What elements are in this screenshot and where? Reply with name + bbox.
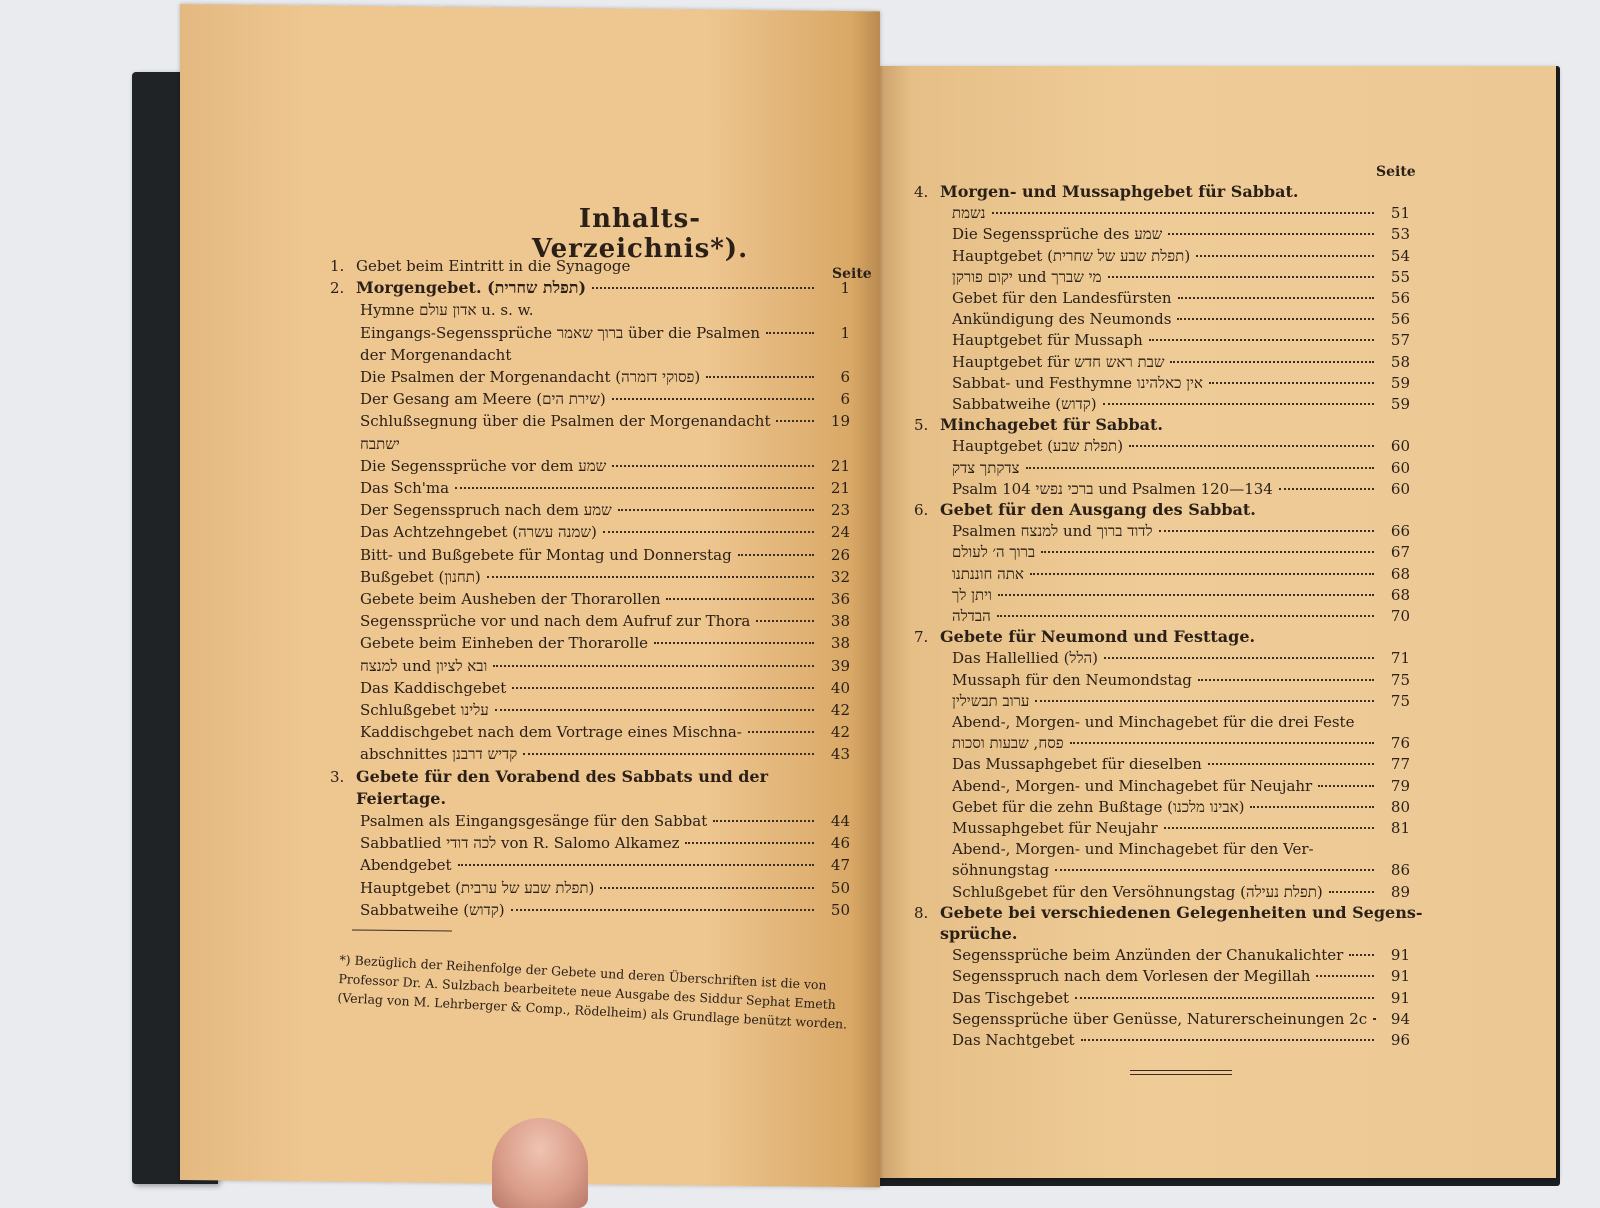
toc-entry-title: Kaddischgebet nach dem Vortrage eines Mischna- (360, 723, 742, 742)
toc-entry-title: Gebete für Neumond und Festtage. (940, 627, 1256, 647)
toc-entry-title: Segenssprüche über Genüsse, Naturerscheinungen 2c (952, 1009, 1368, 1028)
toc-entry-title: Segenssprüche beim Anzünden der Chanukalichter (952, 946, 1344, 965)
toc-entry-title: Gebete beim Einheben der Thorarolle (360, 634, 649, 653)
toc-entry-page: 96 (1390, 1031, 1410, 1049)
toc-entry-title: Eingangs-Segenssprüche ברוך שאמר über die Psalmen (360, 323, 761, 342)
toc-entry-page: 51 (1390, 204, 1410, 223)
dot-leader (600, 886, 814, 889)
toc-entry-title: Ankündigung des Neumonds (952, 310, 1172, 329)
toc-entry-title: Die Segenssprüche vor dem שמע (360, 456, 607, 475)
toc-entry-title: der Morgenandacht (360, 345, 512, 364)
toc-entry-title: Der Segensspruch nach dem שמע (360, 501, 612, 520)
toc-entry (914, 203, 1410, 223)
dot-leader (455, 486, 814, 489)
dot-leader (1164, 826, 1374, 829)
dot-leader (1279, 487, 1374, 490)
toc-entry (914, 754, 1410, 774)
toc-entry (914, 458, 1410, 478)
toc-entry (914, 182, 1410, 202)
toc-entry-title: söhnungstag (952, 861, 1050, 880)
dot-leader (612, 397, 814, 400)
end-rule (1130, 1070, 1232, 1075)
toc-entry-page: 26 (830, 545, 850, 564)
thumb (492, 1118, 588, 1208)
dot-leader (1168, 232, 1374, 235)
toc-entry-title: Morgen- und Mussaphgebet für Sabbat. (940, 182, 1299, 201)
toc-entry-title: Hauptgebet für Mussaph (952, 331, 1143, 350)
toc-entry-title: sprüche. (940, 924, 1018, 943)
dot-leader (1170, 360, 1374, 363)
toc-entry-page: 68 (1390, 564, 1410, 583)
toc-entry-title: Das Mussaphgebet für dieselben (952, 755, 1202, 774)
toc-entry (330, 900, 850, 920)
toc-entry (914, 1030, 1410, 1050)
toc-entry-title: יקום פורקן und מי שברך (952, 267, 1102, 286)
dot-leader (1177, 317, 1374, 320)
dot-leader (1108, 275, 1375, 278)
toc-entry-title: ויתן לך (952, 585, 992, 604)
dot-leader (1030, 572, 1374, 575)
toc-entry-page: 1 (840, 279, 850, 298)
toc-entry-title: Gebet für den Landesfürsten (952, 289, 1172, 307)
toc-entry-title: Mussaph für den Neumondstag (952, 670, 1192, 689)
toc-entry-title: Minchagebet für Sabbat. (940, 415, 1163, 435)
dot-leader (1026, 466, 1375, 469)
dot-leader (618, 508, 814, 511)
toc-entry-page: 42 (830, 723, 850, 742)
dot-leader (511, 908, 814, 911)
toc-entry (330, 300, 850, 320)
toc-entry-title: למנצח und ובא לציון (360, 656, 488, 675)
toc-entry-page: 70 (1390, 607, 1410, 625)
toc-entry-page: 53 (1390, 225, 1410, 244)
toc-entry-page: 75 (1390, 670, 1410, 689)
toc-entry (330, 411, 850, 431)
toc-entry-title: אתה חוננתנו (952, 564, 1024, 583)
toc-entry (330, 878, 850, 898)
toc-entry-title: Das Hallellied (הלל) (952, 649, 1098, 668)
toc-entry (914, 479, 1410, 499)
toc-entry (330, 278, 850, 298)
toc-entry-title: Das Tischgebet (952, 988, 1069, 1007)
toc-entry-title: Psalmen als Eingangsgesänge für den Sabbat (360, 812, 708, 830)
toc-entry (914, 712, 1410, 732)
toc-entry-title: Sabbatweihe (קדוש) (952, 395, 1097, 413)
toc-entry-page: 68 (1390, 585, 1410, 604)
toc-entry (914, 330, 1410, 350)
toc-entry (914, 521, 1410, 541)
toc-entry-number: 4. (914, 183, 929, 201)
toc-entry-page: 91 (1390, 946, 1410, 965)
toc-entry-page: 50 (830, 900, 850, 919)
dot-leader (592, 286, 814, 289)
toc-entry (914, 606, 1410, 626)
toc-entry (914, 309, 1410, 329)
dot-leader (1070, 741, 1374, 744)
toc-entry (914, 945, 1410, 965)
toc-entry (914, 797, 1410, 817)
toc-entry-number: 5. (914, 416, 929, 435)
toc-entry-page: 46 (830, 834, 850, 853)
toc-entry (914, 776, 1410, 796)
toc-entry-title: Schlußgebet für den Versöhnungstag (תפלת נעילה) (952, 882, 1323, 901)
dot-leader (612, 464, 814, 467)
toc-entry-page: 86 (1390, 861, 1410, 880)
toc-entry (914, 373, 1410, 393)
toc-entry (330, 611, 850, 631)
dot-leader (998, 593, 1374, 596)
toc-entry (914, 564, 1410, 584)
toc-entry (914, 902, 1423, 923)
toc-entry (914, 882, 1410, 902)
toc-entry (330, 456, 850, 476)
toc-entry-number: 3. (330, 767, 345, 786)
toc-entry-page: 71 (1390, 649, 1410, 668)
toc-entry-page: 80 (1390, 797, 1410, 816)
toc-entry-title: הבדלה (952, 607, 991, 625)
toc-entry-title: Abend-, Morgen- und Minchagebet für die drei Feste (952, 713, 1355, 731)
toc-entry-number: 7. (914, 628, 929, 647)
toc-entry (330, 256, 850, 276)
toc-entry (914, 839, 1410, 859)
toc-entry-title: Morgengebet. (תפלת שחרית) (356, 278, 587, 298)
dot-leader (1104, 656, 1374, 659)
toc-entry-title: Hauptgebet (תפלת שבע של ערבית) (360, 878, 595, 897)
toc-entry-page: 56 (1390, 310, 1410, 329)
toc-entry (330, 656, 850, 676)
dot-leader (1149, 338, 1374, 341)
toc-entry (330, 434, 850, 454)
dot-leader (603, 530, 814, 533)
dot-leader (1075, 996, 1374, 999)
toc-entry-page: 1 (840, 323, 850, 342)
toc-entry-title: Bitt- und Bußgebete für Montag und Donnerstag (360, 545, 732, 564)
toc-entry-title: abschnittes קדיש דרבנן (360, 745, 518, 764)
toc-entry (330, 389, 850, 409)
toc-entry (914, 733, 1410, 753)
toc-entry-number: 6. (914, 501, 929, 519)
toc-entry (330, 789, 850, 809)
toc-entry-page: 81 (1390, 819, 1410, 837)
toc-entry (330, 545, 850, 565)
toc-entry (914, 415, 1410, 435)
toc-entry-page: 67 (1390, 543, 1410, 562)
toc-entry-page: 89 (1390, 882, 1410, 901)
dot-leader (997, 614, 1374, 617)
dot-leader (458, 863, 814, 866)
toc-entry-title: פסח, שבעות וסכות (952, 734, 1064, 753)
dot-leader (1035, 699, 1374, 702)
toc-entry (330, 522, 850, 542)
toc-entry-page: 19 (830, 412, 850, 431)
dot-leader (666, 597, 814, 600)
dot-leader (756, 619, 814, 622)
toc-entry-title: Gebet für den Ausgang des Sabbat. (940, 500, 1256, 519)
toc-entry-title: Der Gesang am Meere (שירת הים) (360, 390, 606, 409)
toc-entry-title: Schlußsegnung über die Psalmen der Morgenandacht (360, 412, 771, 431)
right-page-seite-label: Seite (1376, 164, 1416, 180)
toc-entry-title: Psalmen למנצח und לדוד ברוך (952, 522, 1153, 541)
toc-entry (330, 678, 850, 698)
toc-entry-title: Feiertage. (356, 788, 447, 808)
dot-leader (748, 730, 814, 733)
toc-entry-page: 75 (1390, 691, 1410, 710)
toc-entry (330, 811, 850, 831)
toc-entry-title: Hauptgebet für שבת ראש חדש (952, 352, 1165, 371)
toc-entry-title: Hauptgebet (תפלת שבע) (952, 437, 1124, 456)
toc-entry-title: Sabbat- und Festhymne אין כאלהינו (952, 373, 1203, 392)
toc-entry (330, 367, 850, 387)
dot-leader (992, 211, 1374, 214)
toc-entry-title: Die Segenssprüche des שמע (952, 225, 1163, 244)
toc-entry-title: Schlußgebet עלינו (360, 701, 489, 719)
dot-leader (738, 553, 814, 556)
toc-entry-title: Sabbatweihe (קדוש) (360, 900, 505, 919)
toc-entry-page: 44 (830, 812, 850, 830)
toc-entry (914, 670, 1410, 690)
toc-entry-title: Die Psalmen der Morgenandacht (פסוקי דזמרה) (360, 368, 701, 386)
toc-entry-title: ישתבח (360, 434, 400, 453)
dot-leader (1208, 762, 1374, 765)
toc-entry-title: Bußgebet (תחנון) (360, 567, 481, 586)
toc-entry (914, 648, 1410, 668)
toc-entry-title: Abend-, Morgen- und Minchagebet für den Ver- (952, 840, 1314, 859)
toc-entry-page: 60 (1390, 437, 1410, 456)
toc-entry (330, 700, 850, 720)
toc-entry (914, 436, 1410, 456)
toc-entry (914, 394, 1410, 414)
dot-leader (1196, 254, 1374, 257)
toc-entry-title: Das Kaddischgebet (360, 678, 507, 697)
toc-entry-title: Gebet für die zehn Bußtage (אבינו מלכנו) (952, 797, 1245, 816)
toc-entry-page: 38 (830, 612, 850, 631)
toc-entry-title: Gebet beim Eintritt in die Synagoge (356, 257, 631, 275)
toc-entry-title: ערוב תבשילין (952, 691, 1030, 710)
dot-leader (1041, 550, 1374, 553)
dot-leader (1178, 296, 1374, 299)
toc-entry-page: 56 (1390, 289, 1410, 307)
left-page-seite-label: Seite (832, 266, 872, 282)
toc-entry-page: 79 (1390, 776, 1410, 795)
page-title: Inhalts-Verzeichnis*). (531, 204, 749, 264)
dot-leader (493, 664, 814, 667)
toc-entry-title: Hymne אדון עולם u. s. w. (360, 301, 534, 320)
toc-entry (330, 478, 850, 498)
toc-entry (914, 988, 1410, 1008)
toc-entry (914, 924, 1410, 944)
toc-entry (330, 633, 850, 653)
dot-leader (1198, 678, 1374, 681)
toc-entry-page: 40 (830, 678, 850, 697)
toc-entry-page: 47 (830, 856, 850, 875)
toc-entry (914, 224, 1410, 244)
toc-entry (914, 691, 1410, 711)
dot-leader (1349, 953, 1374, 956)
toc-entry-page: 43 (830, 745, 850, 764)
toc-entry-title: Abend-, Morgen- und Minchagebet für Neujahr (952, 776, 1313, 795)
toc-entry (330, 500, 850, 520)
dot-leader (1318, 784, 1374, 787)
toc-entry-page: 21 (830, 456, 850, 475)
toc-entry-page: 50 (830, 878, 850, 897)
toc-entry (914, 585, 1410, 605)
toc-entry (330, 567, 850, 587)
toc-entry-title: Gebete für den Vorabend des Sabbats und der (356, 766, 769, 786)
toc-entry-page: 32 (830, 567, 850, 586)
toc-entry (330, 744, 850, 764)
toc-entry (914, 288, 1410, 308)
toc-entry-title: Das Achtzehngebet (שמנה עשרה) (360, 523, 597, 542)
toc-entry-page: 66 (1390, 522, 1410, 541)
toc-entry-title: Hauptgebet (תפלת שבע של שחרית) (952, 246, 1191, 265)
dot-leader (654, 641, 814, 644)
toc-entry-page: 55 (1390, 267, 1410, 286)
toc-entry (330, 722, 850, 742)
toc-entry (914, 627, 1410, 647)
toc-entry-title: Das Nachtgebet (952, 1031, 1075, 1049)
toc-entry-page: 38 (830, 634, 850, 653)
dot-leader (1209, 381, 1374, 384)
toc-entry-page: 59 (1390, 373, 1410, 392)
toc-entry-page: 6 (840, 368, 850, 386)
toc-entry-page: 60 (1390, 458, 1410, 477)
dot-leader (1103, 402, 1374, 405)
toc-entry-page: 24 (830, 523, 850, 542)
toc-entry-page: 21 (830, 479, 850, 497)
dot-leader (685, 841, 814, 844)
toc-entry-title: Segensspruch nach dem Vorlesen der Megillah (952, 967, 1311, 986)
toc-entry-page: 76 (1390, 734, 1410, 753)
toc-entry-page: 77 (1390, 755, 1410, 774)
toc-entry-page: 91 (1390, 988, 1410, 1007)
dot-leader (1373, 1017, 1374, 1020)
toc-entry-title: ברוך ה׳ לעולם (952, 543, 1036, 562)
toc-entry-title: Mussaphgebet für Neujahr (952, 819, 1158, 837)
dot-leader (487, 575, 814, 578)
dot-leader (1055, 868, 1374, 871)
toc-entry (330, 767, 850, 787)
toc-entry-title: צדקתך צדק (952, 458, 1020, 477)
dot-leader (523, 752, 814, 755)
toc-entry-number: 1. (330, 257, 345, 275)
dot-leader (1159, 529, 1374, 532)
toc-entry (330, 345, 850, 365)
toc-entry (914, 500, 1410, 520)
toc-entry (914, 966, 1410, 986)
toc-entry-page: 91 (1390, 967, 1410, 986)
toc-entry-title: Gebete beim Ausheben der Thorarollen (360, 590, 661, 608)
toc-entry-page: 54 (1390, 246, 1410, 265)
toc-entry (914, 818, 1410, 838)
toc-entry-page: 60 (1390, 479, 1410, 498)
toc-entry-page: 36 (830, 590, 850, 608)
toc-entry (330, 323, 850, 343)
dot-leader (495, 708, 814, 711)
toc-entry-title: Segenssprüche vor und nach dem Aufruf zur Thora (360, 612, 751, 631)
toc-entry-title: Das Sch'ma (360, 479, 450, 497)
toc-entry (914, 860, 1410, 880)
toc-entry (330, 855, 850, 875)
dot-leader (713, 819, 814, 822)
dot-leader (1129, 444, 1374, 447)
toc-entry-page: 59 (1390, 395, 1410, 413)
toc-entry-page: 57 (1390, 331, 1410, 350)
toc-entry-number: 2. (330, 279, 345, 298)
toc-entry-title: Abendgebet (360, 856, 452, 875)
toc-entry (914, 542, 1410, 562)
dot-leader (776, 419, 814, 422)
toc-entry (914, 267, 1410, 287)
dot-leader (766, 331, 814, 334)
toc-entry (914, 246, 1410, 266)
toc-entry (330, 833, 850, 853)
dot-leader (1250, 805, 1374, 808)
toc-entry (914, 352, 1410, 372)
toc-entry-title: Sabbatlied לכה דודי von R. Salomo Alkamez (360, 834, 680, 853)
toc-entry-page: 42 (830, 701, 850, 719)
toc-entry-title: Psalm 104 ברכי נפשי und Psalmen 120—134 (952, 479, 1273, 498)
toc-entry-title: Gebete bei verschiedenen Gelegenheiten und Segens- (940, 902, 1423, 922)
toc-entry (914, 1009, 1410, 1029)
dot-leader (706, 375, 814, 378)
toc-entry-page: 39 (830, 656, 850, 675)
toc-entry-page: 94 (1390, 1009, 1410, 1028)
toc-entry-page: 23 (830, 501, 850, 520)
toc-entry (330, 589, 850, 609)
dot-leader (1329, 890, 1374, 893)
toc-entry-title: נשמת (952, 204, 986, 223)
toc-entry-number: 8. (914, 903, 929, 922)
dot-leader (1316, 974, 1374, 977)
footnote: *) Bezüglich der Reihenfolge der Gebete und deren Überschriften ist die von Professor Dr. A. Sulzbach bearbeitete neue Ausgabe des Siddur Sephat Emeth (Verlag von M. Lehrberger & Comp., Rödelheim) als Grundlage benützt worden. (337, 951, 848, 1032)
dot-leader (512, 686, 814, 689)
toc-entry-page: 58 (1390, 352, 1410, 371)
dot-leader (1081, 1038, 1374, 1041)
toc-entry-page: 6 (840, 390, 850, 409)
